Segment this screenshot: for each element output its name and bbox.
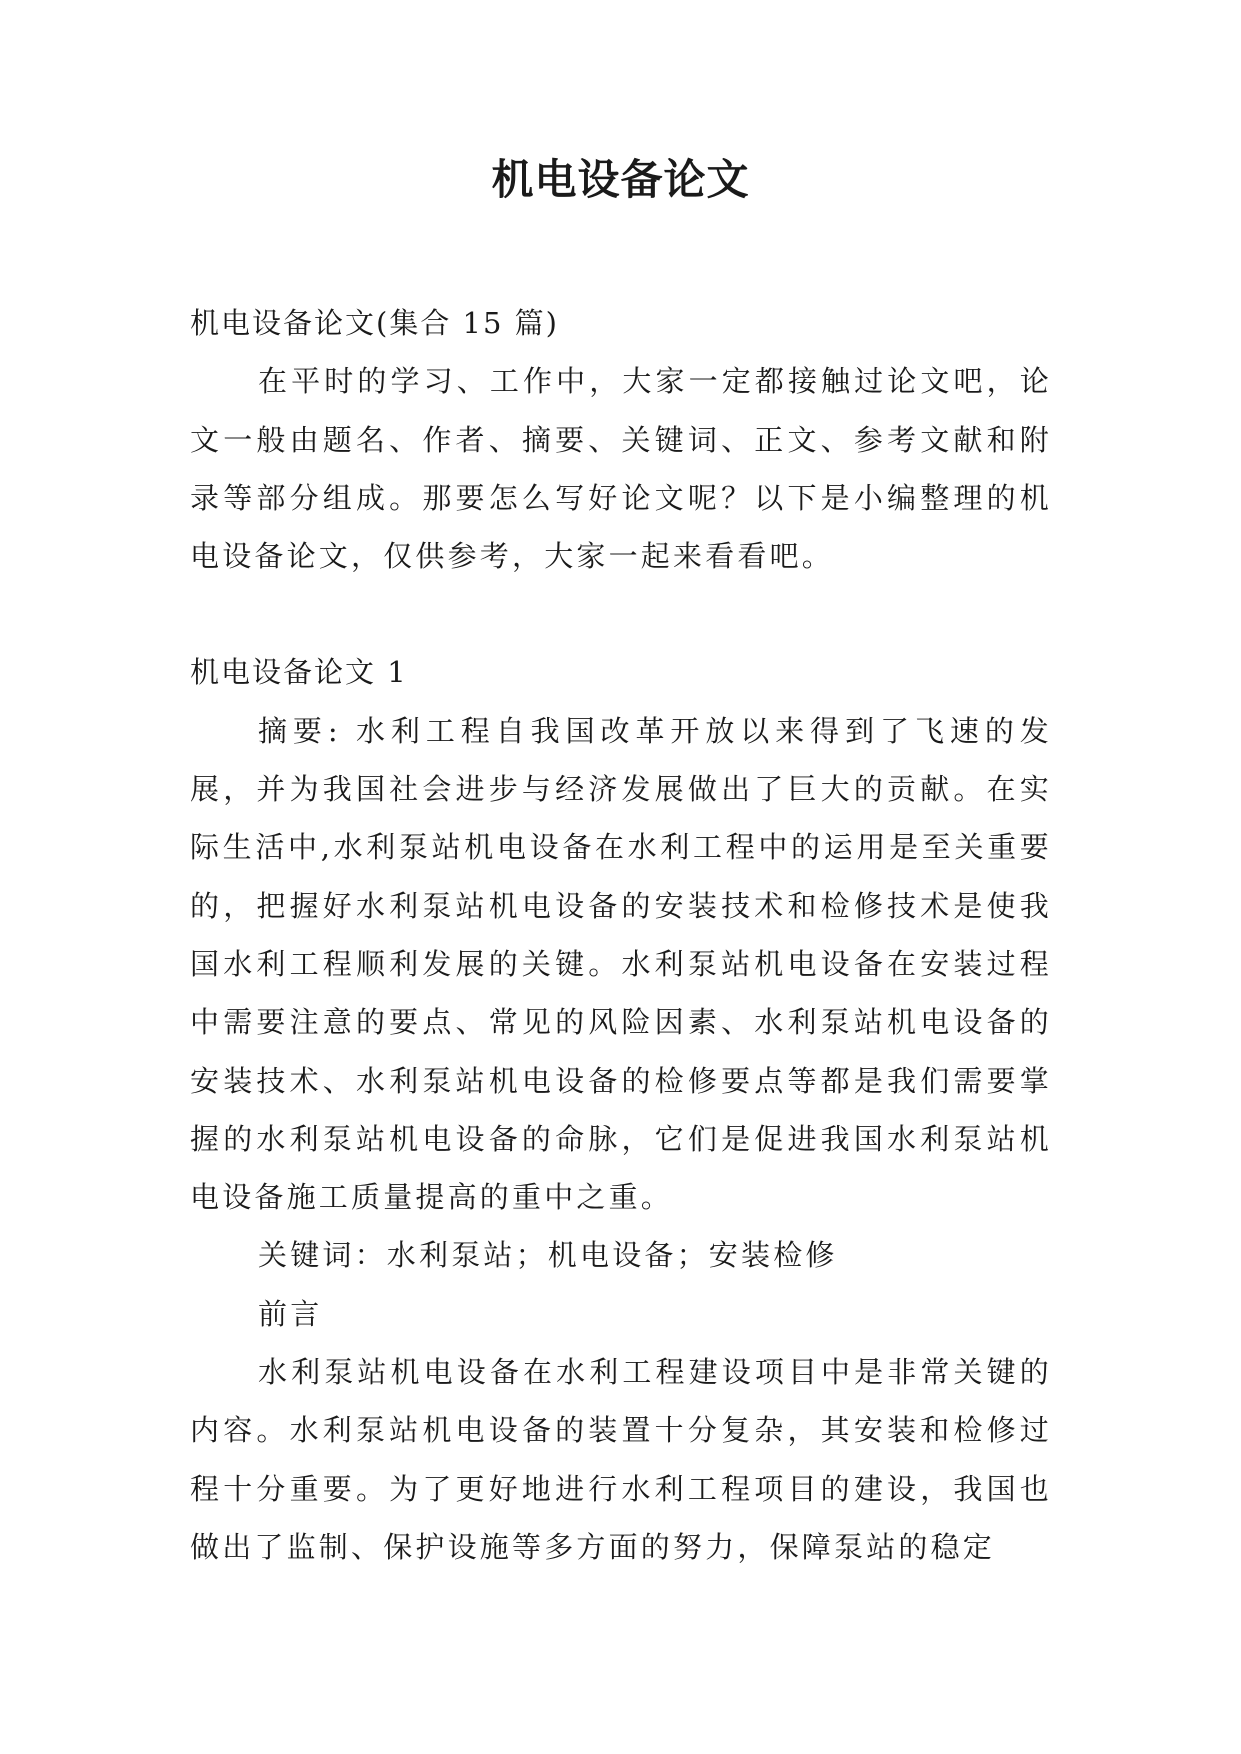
abstract-paragraph: 摘要: 水利工程自我国改革开放以来得到了飞速的发展，并为我国社会进步与经济发展做出了巨大的贡献。在实际生活中,水利泵站机电设备在水利工程中的运用是至关重要的，把握好水利泵站机电设备的安装技术和检修技术是使我国水利工程顺利发展的关键。水利泵站机电设备在安装过程中需要注意的要点、常见的风险因素、水利泵站机电设备的安装技术、水利泵站机电设备的检修要点等都是我们需要掌握的水利泵站机电设备的命脉，它们是促进我国水利泵站机电设备施工质量提高的重中之重。 <box>190 713 1052 1215</box>
section-heading: 机电设备论文 1 <box>190 655 408 690</box>
paragraph-spacer <box>190 585 1052 643</box>
document-body <box>190 294 1052 1576</box>
document-subtitle: 机电设备论文(集合 15 篇) <box>190 306 559 340</box>
intro-paragraph: 在平时的学习、工作中，大家一定都接触过论文吧，论文一般由题名、作者、摘要、关键词、正文、参考文献和附录等部分组成。那要怎么写好论文呢？以下是小编整理的机电设备论文，仅供参考，大家一起来看看吧。 <box>190 364 1052 574</box>
keywords-line: 关键词：水利泵站；机电设备；安装检修 <box>258 1238 838 1273</box>
preface-heading: 前言 <box>258 1296 323 1331</box>
preface-paragraph: 水利泵站机电设备在水利工程建设项目中是非常关键的内容。水利泵站机电设备的装置十分复杂，其安装和检修过程十分重要。为了更好地进行水利工程项目的建设，我国也做出了监制、保护设施等多方面的努力，保障泵站的稳定 <box>190 1355 1052 1564</box>
document-title: 机电设备论文 <box>491 155 750 204</box>
